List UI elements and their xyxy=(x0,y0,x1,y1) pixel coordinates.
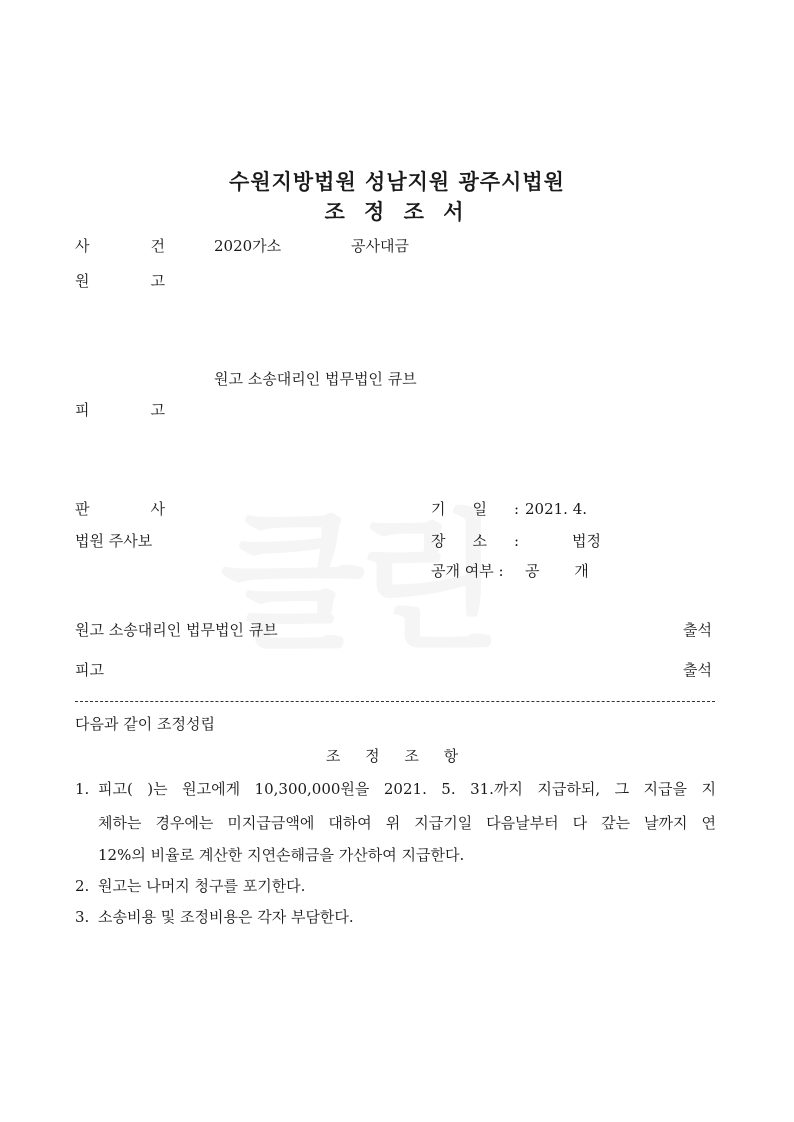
attendance-party-plaintiff: 원고 소송대리인 법무법인 큐브 xyxy=(75,621,278,639)
plaintiff-label: 원 고 xyxy=(75,272,165,290)
attendance-status-plaintiff: 출석 xyxy=(683,621,712,639)
term-text-line: 피고( )는 원고에게 10,300,000원을 2021. 5. 31.까지 지급하되, 그 지급을 지 xyxy=(98,780,716,798)
term-number: 2. xyxy=(75,877,90,895)
public-value: 공 개 xyxy=(525,562,591,580)
term-text-line: 소송비용 및 조정비용은 각자 부담한다. xyxy=(98,908,354,926)
plaintiff-agent: 원고 소송대리인 법무법인 큐브 xyxy=(214,370,417,388)
term-text-line: 12%의 비율로 계산한 지연손해금을 가산하여 지급한다. xyxy=(98,846,465,864)
attendance-party-defendant: 피고 xyxy=(75,661,104,679)
attendance-status-defendant: 출석 xyxy=(683,661,712,679)
term-text-line: 체하는 경우에는 미지급금액에 대하여 위 지급기일 다음날부터 다 갚는 날까지 연 xyxy=(98,814,716,832)
document-title: 조 정 조 서 xyxy=(324,200,470,224)
settlement-intro: 다음과 같이 조정성립 xyxy=(75,715,215,733)
term-number: 1. xyxy=(75,780,90,798)
judge-label: 판 사 xyxy=(75,500,165,518)
term-text-line: 원고는 나머지 청구를 포기한다. xyxy=(98,877,306,895)
public-label: 공개 여부 : xyxy=(431,562,504,580)
case-number: 2020가소 xyxy=(214,237,282,255)
place-label: 장 소 : xyxy=(431,532,519,550)
date-value: 2021. 4. xyxy=(525,500,588,518)
date-label: 기 일 : xyxy=(431,500,519,518)
court-name: 수원지방법원 성남지원 광주시법원 xyxy=(229,170,565,194)
clerk-label: 법원 주사보 xyxy=(75,532,153,550)
case-label: 사 건 xyxy=(75,237,165,255)
place-value: 법정 xyxy=(572,532,601,550)
case-name: 공사대금 xyxy=(351,237,409,255)
defendant-label: 피 고 xyxy=(75,401,165,419)
dashed-divider xyxy=(75,701,715,702)
term-number: 3. xyxy=(75,908,90,926)
terms-title: 조 정 조 항 xyxy=(325,747,469,765)
